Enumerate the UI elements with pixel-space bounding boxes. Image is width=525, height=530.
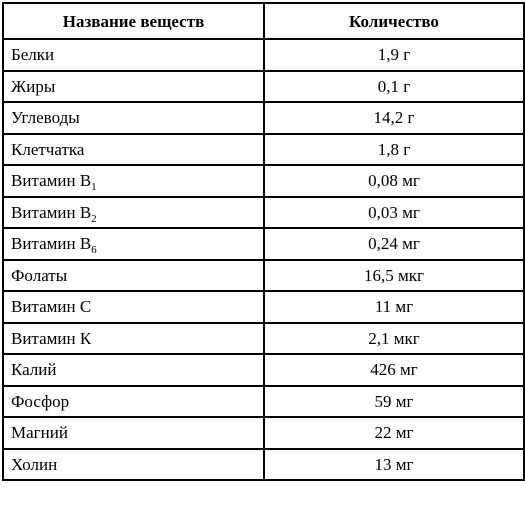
substance-subscript: 6 xyxy=(91,244,97,257)
substance-name-cell xyxy=(3,228,264,260)
table-row xyxy=(3,71,524,103)
substance-name-cell xyxy=(3,197,264,229)
substance-name: Клетчатка xyxy=(11,139,85,159)
substance-name-cell xyxy=(3,71,264,103)
quantity-cell: 14,2 г xyxy=(264,102,524,134)
table-row xyxy=(3,134,524,166)
substance-name-cell xyxy=(3,39,264,71)
header-substance-name: Название веществ xyxy=(3,3,264,39)
substance-name-cell xyxy=(3,323,264,355)
table-row xyxy=(3,449,524,481)
substance-name: Белки xyxy=(11,45,55,65)
table-row xyxy=(3,260,524,292)
substance-name: Фосфор xyxy=(11,391,70,411)
quantity-cell: 22 мг xyxy=(264,417,524,449)
table-row xyxy=(3,354,524,386)
quantity-cell: 0,03 мг xyxy=(264,197,524,229)
header-quantity: Количество xyxy=(264,3,524,39)
substance-name-cell xyxy=(3,260,264,292)
substance-name: Витамин В xyxy=(11,202,92,222)
quantity-cell: 0,1 г xyxy=(264,71,524,103)
table-row xyxy=(3,228,524,260)
substance-name-cell xyxy=(3,134,264,166)
quantity-cell: 0,24 мг xyxy=(264,228,524,260)
table-body xyxy=(3,39,524,480)
substance-subscript: 1 xyxy=(91,181,97,194)
substance-name-cell xyxy=(3,354,264,386)
substance-name: Витамин В xyxy=(11,171,92,191)
substance-name: Жиры xyxy=(11,76,56,96)
table-row xyxy=(3,417,524,449)
substance-name: Витамин С xyxy=(11,297,92,317)
substance-name: Углеводы xyxy=(11,108,80,128)
table-row xyxy=(3,386,524,418)
substance-name-cell xyxy=(3,165,264,197)
table-header-row xyxy=(3,3,524,39)
quantity-cell: 0,08 мг xyxy=(264,165,524,197)
substance-name-cell xyxy=(3,449,264,481)
substance-name: Витамин К xyxy=(11,328,92,348)
nutrition-table xyxy=(2,2,525,481)
substance-name: Фолаты xyxy=(11,265,68,285)
table-row xyxy=(3,291,524,323)
substance-name-cell xyxy=(3,386,264,418)
substance-subscript: 2 xyxy=(91,212,97,225)
table-row xyxy=(3,39,524,71)
quantity-cell: 11 мг xyxy=(264,291,524,323)
substance-name: Магний xyxy=(11,423,68,443)
quantity-cell: 426 мг xyxy=(264,354,524,386)
substance-name: Холин xyxy=(11,454,58,474)
quantity-cell: 13 мг xyxy=(264,449,524,481)
table-row xyxy=(3,102,524,134)
quantity-cell: 1,9 г xyxy=(264,39,524,71)
quantity-cell: 59 мг xyxy=(264,386,524,418)
substance-name-cell xyxy=(3,417,264,449)
substance-name: Калий xyxy=(11,360,57,380)
substance-name: Витамин В xyxy=(11,234,92,254)
quantity-cell: 1,8 г xyxy=(264,134,524,166)
quantity-cell: 16,5 мкг xyxy=(264,260,524,292)
table-row xyxy=(3,165,524,197)
table-row xyxy=(3,197,524,229)
substance-name-cell xyxy=(3,102,264,134)
quantity-cell: 2,1 мкг xyxy=(264,323,524,355)
substance-name-cell xyxy=(3,291,264,323)
table-row xyxy=(3,323,524,355)
